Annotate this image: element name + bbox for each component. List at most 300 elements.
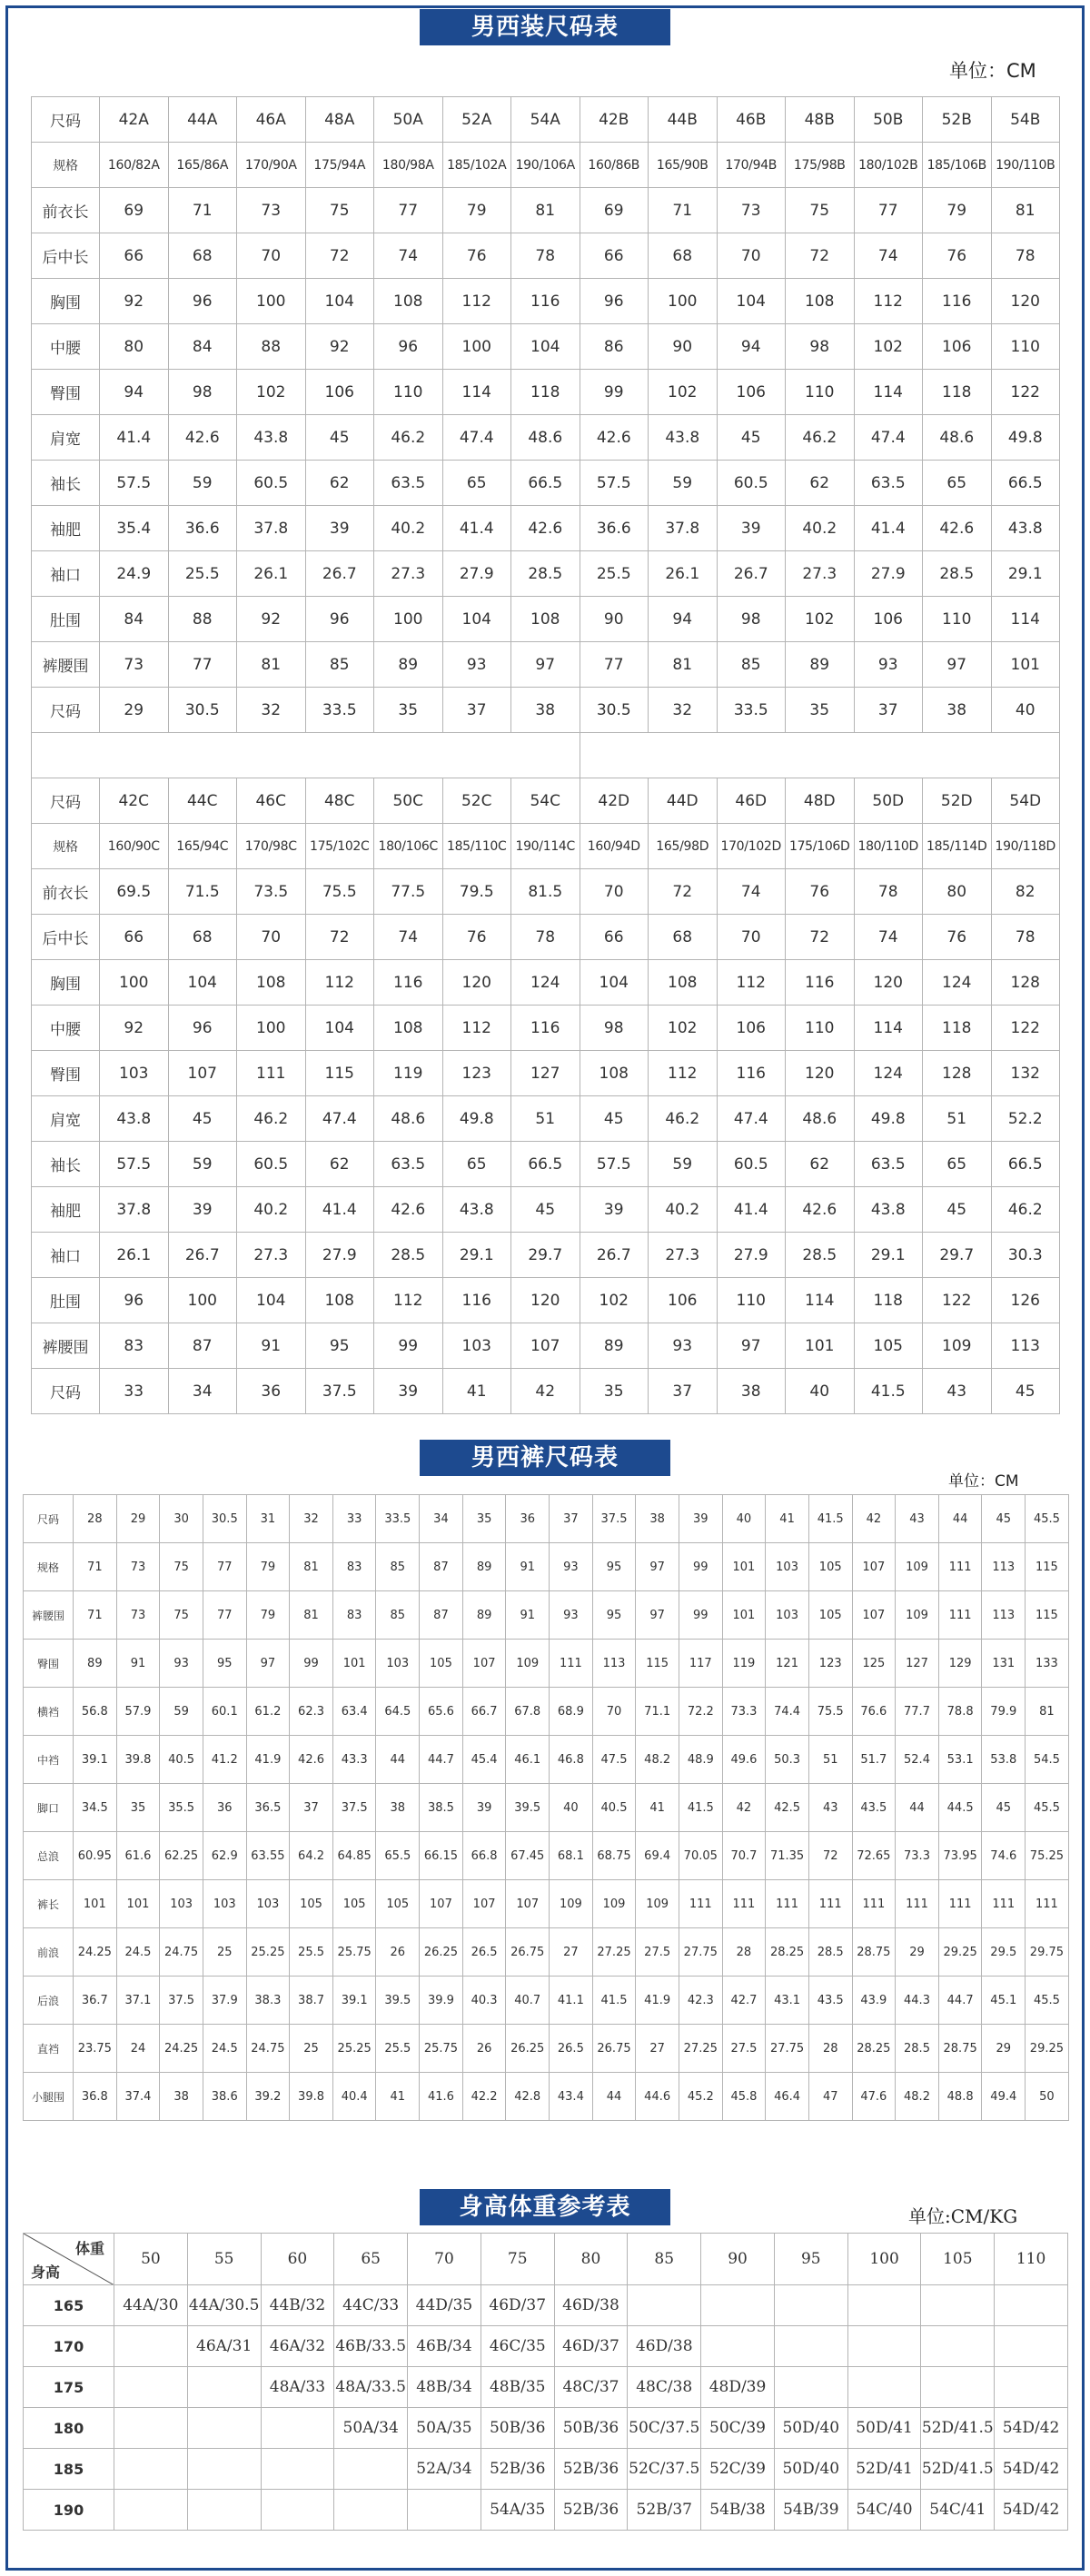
table-cell: 37.8 (237, 506, 306, 551)
row-label-cell: 后中长 (32, 233, 100, 279)
table-cell (774, 2285, 847, 2326)
table-cell: 25.5 (376, 2025, 420, 2073)
table-cell: 57.5 (580, 461, 649, 506)
table-cell (114, 2367, 188, 2408)
table-cell: 160/86B (580, 143, 649, 188)
suit-size-table (31, 96, 1060, 1414)
table-row (32, 1006, 1060, 1051)
table-header-cell: 41 (766, 1495, 809, 1543)
table-cell: 61.2 (246, 1688, 290, 1736)
table-cell: 72 (305, 233, 374, 279)
table-cell: 120 (854, 960, 923, 1006)
suit-title-banner: 男西装尺码表 (420, 9, 670, 45)
table-cell: 95 (592, 1543, 636, 1591)
table-cell: 99 (679, 1543, 722, 1591)
table-cell: 48.2 (896, 2073, 939, 2121)
table-header-cell: 44A (168, 97, 237, 143)
table-cell: 75 (160, 1591, 203, 1640)
table-cell: 43.3 (332, 1736, 376, 1784)
table-cell: 29.1 (991, 551, 1060, 597)
table-cell: 27.9 (305, 1233, 374, 1278)
table-cell: 72 (305, 915, 374, 960)
table-cell: 110 (991, 324, 1060, 370)
table-cell: 102 (786, 597, 855, 642)
table-cell: 111 (679, 1880, 722, 1928)
table-cell: 97 (923, 642, 992, 688)
table-cell: 124 (854, 1051, 923, 1096)
table-header-cell: 41.5 (808, 1495, 852, 1543)
table-cell: 73.3 (722, 1688, 766, 1736)
table-row (32, 506, 1060, 551)
table-cell: 36.7 (74, 1977, 117, 2025)
table-cell: 39.9 (420, 1977, 463, 2025)
table-cell: 76 (923, 915, 992, 960)
table-cell: 44A/30.5 (187, 2285, 261, 2326)
table-cell: 110 (374, 370, 443, 415)
table-cell: 42.6 (511, 506, 580, 551)
table-cell: 48.6 (511, 415, 580, 461)
table-cell: 111 (982, 1880, 1026, 1928)
table-cell: 36.6 (580, 506, 649, 551)
table-cell: 79 (442, 188, 511, 233)
table-cell: 89 (786, 642, 855, 688)
table-cell (187, 2449, 261, 2490)
table-cell: 78.8 (938, 1688, 982, 1736)
table-cell: 39.8 (116, 1736, 160, 1784)
table-cell: 78 (511, 233, 580, 279)
table-cell: 46.2 (649, 1096, 718, 1142)
table-cell: 50A/34 (334, 2408, 408, 2449)
table-row (32, 869, 1060, 915)
table-cell: 81 (991, 188, 1060, 233)
table-cell: 96 (374, 324, 443, 370)
table-cell: 45 (511, 1187, 580, 1233)
height-label-cell: 190 (24, 2490, 114, 2531)
table-cell: 44 (592, 2073, 636, 2121)
table-cell: 44 (896, 1784, 939, 1832)
table-cell: 81.5 (511, 869, 580, 915)
table-cell: 43.8 (237, 415, 306, 461)
table-header-cell: 尺码 (24, 1495, 74, 1543)
table-cell: 42.5 (766, 1784, 809, 1832)
table-header-cell: 52D (923, 778, 992, 824)
table-cell: 75 (305, 188, 374, 233)
table-cell: 87 (420, 1591, 463, 1640)
table-cell: 180/102B (854, 143, 923, 188)
table-row (24, 1736, 1069, 1784)
table-cell: 37 (854, 688, 923, 733)
table-row (32, 551, 1060, 597)
table-cell (114, 2326, 188, 2367)
table-row (24, 1688, 1069, 1736)
table-cell: 27.9 (717, 1233, 786, 1278)
table-cell: 38 (160, 2073, 203, 2121)
table-cell: 38 (923, 688, 992, 733)
table-cell: 112 (854, 279, 923, 324)
table-cell: 103 (160, 1880, 203, 1928)
table-row (24, 1880, 1069, 1928)
table-cell: 109 (896, 1543, 939, 1591)
table-cell: 83 (332, 1543, 376, 1591)
table-cell: 46.4 (766, 2073, 809, 2121)
table-cell: 65.6 (420, 1688, 463, 1736)
table-cell: 43.4 (550, 2073, 593, 2121)
table-cell: 81 (237, 642, 306, 688)
table-cell: 108 (237, 960, 306, 1006)
table-cell: 41 (376, 2073, 420, 2121)
table-cell: 40.2 (374, 506, 443, 551)
table-header-cell: 30.5 (203, 1495, 246, 1543)
table-cell: 180/98A (374, 143, 443, 188)
table-row (32, 915, 1060, 960)
table-cell: 100 (374, 597, 443, 642)
table-cell: 106 (305, 370, 374, 415)
table-cell: 75 (160, 1543, 203, 1591)
table-cell: 77 (203, 1543, 246, 1591)
table-cell: 36.5 (246, 1784, 290, 1832)
table-cell: 72 (808, 1832, 852, 1880)
table-cell: 85 (376, 1591, 420, 1640)
table-cell: 64.2 (290, 1832, 333, 1880)
table-cell: 43.8 (649, 415, 718, 461)
table-header-cell: 50B (854, 97, 923, 143)
table-cell: 71 (74, 1591, 117, 1640)
row-label-cell: 袖长 (32, 1142, 100, 1187)
table-cell: 104 (168, 960, 237, 1006)
table-cell: 45 (168, 1096, 237, 1142)
table-cell: 100 (237, 279, 306, 324)
table-cell: 120 (511, 1278, 580, 1323)
table-cell: 108 (305, 1278, 374, 1323)
table-cell: 28.75 (852, 1928, 896, 1977)
table-cell: 72 (786, 233, 855, 279)
table-cell: 103 (442, 1323, 511, 1369)
table-cell: 73.95 (938, 1832, 982, 1880)
row-label-cell: 胸围 (32, 279, 100, 324)
table-cell: 106 (717, 370, 786, 415)
table-cell: 24.9 (100, 551, 169, 597)
table-cell: 67.8 (506, 1688, 550, 1736)
table-cell: 73 (717, 188, 786, 233)
table-cell: 68 (649, 915, 718, 960)
row-label-cell: 臀围 (32, 370, 100, 415)
table-row (32, 960, 1060, 1006)
table-header-cell: 45.5 (1026, 1495, 1069, 1543)
table-cell: 100 (100, 960, 169, 1006)
table-cell: 28.5 (808, 1928, 852, 1977)
table-cell: 44 (376, 1736, 420, 1784)
table-cell: 107 (852, 1543, 896, 1591)
table-cell: 41.5 (854, 1369, 923, 1414)
table-header-cell: 32 (290, 1495, 333, 1543)
row-label-cell: 直裆 (24, 2025, 74, 2073)
table-cell: 109 (636, 1880, 679, 1928)
table-cell: 114 (991, 597, 1060, 642)
table-cell: 28.5 (923, 551, 992, 597)
table-row (32, 370, 1060, 415)
table-cell: 76 (442, 233, 511, 279)
table-cell (921, 2326, 995, 2367)
row-label-cell: 肚围 (32, 597, 100, 642)
table-cell: 41 (442, 1369, 511, 1414)
table-cell: 111 (766, 1880, 809, 1928)
table-cell: 26.5 (550, 2025, 593, 2073)
table-cell: 40.5 (160, 1736, 203, 1784)
row-label-cell: 后中长 (32, 915, 100, 960)
table-cell: 52D/41.5 (921, 2449, 995, 2490)
table-cell: 24.25 (160, 2025, 203, 2073)
table-cell: 123 (808, 1640, 852, 1688)
table-cell: 89 (580, 1323, 649, 1369)
table-cell: 44B/32 (261, 2285, 334, 2326)
table-cell: 100 (649, 279, 718, 324)
table-cell: 185/106B (923, 143, 992, 188)
table-cell: 75 (786, 188, 855, 233)
table-cell: 45 (580, 1096, 649, 1142)
table-cell (921, 2367, 995, 2408)
table-cell: 175/106D (786, 824, 855, 869)
table-row (32, 1051, 1060, 1096)
table-cell: 60.5 (237, 461, 306, 506)
table-cell: 52B/37 (628, 2490, 701, 2531)
table-cell (408, 2490, 481, 2531)
table-cell: 46.2 (991, 1187, 1060, 1233)
table-cell: 107 (506, 1880, 550, 1928)
table-cell: 52C/37.5 (628, 2449, 701, 2490)
table-cell: 100 (168, 1278, 237, 1323)
table-cell: 65 (442, 1142, 511, 1187)
table-cell: 88 (237, 324, 306, 370)
table-cell: 97 (717, 1323, 786, 1369)
table-cell: 74 (717, 869, 786, 915)
table-cell: 112 (717, 960, 786, 1006)
table-cell: 38 (376, 1784, 420, 1832)
table-cell: 49.8 (854, 1096, 923, 1142)
table-cell: 103 (203, 1880, 246, 1928)
table-cell: 32 (237, 688, 306, 733)
table-cell: 46.1 (506, 1736, 550, 1784)
table-cell: 77.5 (374, 869, 443, 915)
table-row (32, 279, 1060, 324)
ref-unit-label: 单位:CM/KG (908, 2205, 1018, 2227)
table-cell: 54C/41 (921, 2490, 995, 2531)
table-cell: 77 (580, 642, 649, 688)
table-cell: 29 (982, 2025, 1026, 2073)
table-row (32, 597, 1060, 642)
table-row (24, 2408, 1068, 2449)
height-label-cell: 175 (24, 2367, 114, 2408)
table-cell (334, 2449, 408, 2490)
table-cell: 103 (100, 1051, 169, 1096)
row-label-cell: 中腰 (32, 324, 100, 370)
pants-unit-label: 单位：CM (948, 1472, 1019, 1491)
table-row (32, 1323, 1060, 1369)
table-cell: 27.3 (649, 1233, 718, 1278)
weight-header-cell: 80 (554, 2234, 628, 2285)
table-cell: 79 (246, 1591, 290, 1640)
table-cell: 26.7 (580, 1233, 649, 1278)
table-row (24, 2025, 1069, 2073)
table-cell: 71 (74, 1543, 117, 1591)
table-cell: 101 (991, 642, 1060, 688)
table-cell: 107 (168, 1051, 237, 1096)
row-label-cell: 袖长 (32, 461, 100, 506)
table-cell: 190/118D (991, 824, 1060, 869)
table-header-cell: 尺码 (32, 778, 100, 824)
table-cell: 83 (100, 1323, 169, 1369)
table-cell: 104 (717, 279, 786, 324)
table-cell: 115 (1026, 1543, 1069, 1591)
table-cell: 53.1 (938, 1736, 982, 1784)
table-cell: 71.5 (168, 869, 237, 915)
table-header-cell: 39 (679, 1495, 722, 1543)
table-cell: 28 (722, 1928, 766, 1977)
table-cell: 41 (636, 1784, 679, 1832)
table-cell: 54A/35 (481, 2490, 554, 2531)
table-cell: 165/98D (649, 824, 718, 869)
table-cell: 190/110B (991, 143, 1060, 188)
table-cell: 78 (854, 869, 923, 915)
table-cell: 103 (766, 1591, 809, 1640)
table-row (24, 1928, 1069, 1977)
table-cell: 114 (442, 370, 511, 415)
table-cell: 27.3 (374, 551, 443, 597)
table-cell: 118 (854, 1278, 923, 1323)
table-cell: 42.6 (374, 1187, 443, 1233)
table-cell: 81 (511, 188, 580, 233)
table-cell: 111 (550, 1640, 593, 1688)
table-cell: 103 (766, 1543, 809, 1591)
table-cell: 26.1 (100, 1233, 169, 1278)
table-cell: 73.3 (896, 1832, 939, 1880)
table-cell: 46A/32 (261, 2326, 334, 2367)
table-cell: 118 (923, 370, 992, 415)
table-header-cell: 44C (168, 778, 237, 824)
table-cell: 48A/33 (261, 2367, 334, 2408)
table-cell: 131 (982, 1640, 1026, 1688)
table-cell: 49.4 (982, 2073, 1026, 2121)
table-cell: 96 (305, 597, 374, 642)
table-cell: 93 (160, 1640, 203, 1688)
table-cell: 77 (203, 1591, 246, 1640)
table-cell: 30.3 (991, 1233, 1060, 1278)
table-cell (701, 2326, 775, 2367)
table-header-cell: 33.5 (376, 1495, 420, 1543)
table-cell: 32 (649, 688, 718, 733)
table-cell: 41.4 (305, 1187, 374, 1233)
table-cell: 28.5 (374, 1233, 443, 1278)
table-cell: 54D/42 (995, 2449, 1068, 2490)
table-cell: 103 (376, 1640, 420, 1688)
table-cell: 109 (506, 1640, 550, 1688)
table-header-cell: 38 (636, 1495, 679, 1543)
table-cell: 29.7 (923, 1233, 992, 1278)
table-header-cell: 33 (332, 1495, 376, 1543)
table-cell: 60.5 (717, 461, 786, 506)
table-header-cell: 34 (420, 1495, 463, 1543)
table-cell: 70 (717, 233, 786, 279)
table-cell: 89 (462, 1543, 506, 1591)
table-cell: 111 (722, 1880, 766, 1928)
table-row (32, 642, 1060, 688)
row-label-cell: 袖口 (32, 1233, 100, 1278)
table-cell: 39.5 (376, 1977, 420, 2025)
table-cell: 111 (938, 1543, 982, 1591)
table-cell: 24.25 (74, 1928, 117, 1977)
row-label-cell: 前浪 (24, 1928, 74, 1977)
table-cell: 124 (511, 960, 580, 1006)
table-cell: 44C/33 (334, 2285, 408, 2326)
table-cell (334, 2490, 408, 2531)
table-cell: 95 (203, 1640, 246, 1688)
table-cell: 37.4 (116, 2073, 160, 2121)
table-cell: 40.2 (786, 506, 855, 551)
row-label-cell: 胸围 (32, 960, 100, 1006)
table-cell: 25.75 (420, 2025, 463, 2073)
table-row (32, 1187, 1060, 1233)
table-cell: 105 (376, 1880, 420, 1928)
table-header-cell: 44 (938, 1495, 982, 1543)
table-cell: 78 (991, 915, 1060, 960)
table-cell: 92 (305, 324, 374, 370)
row-label-cell: 中腰 (32, 1006, 100, 1051)
table-cell: 40.3 (462, 1977, 506, 2025)
table-row (32, 1142, 1060, 1187)
table-cell: 35.5 (160, 1784, 203, 1832)
table-cell: 96 (168, 279, 237, 324)
table-cell: 117 (679, 1640, 722, 1688)
table-cell: 73 (100, 642, 169, 688)
table-cell: 60.1 (203, 1688, 246, 1736)
table-cell: 120 (786, 1051, 855, 1096)
table-cell: 49.8 (442, 1096, 511, 1142)
table-header-cell: 48A (305, 97, 374, 143)
table-header-cell: 46D (717, 778, 786, 824)
table-cell: 116 (511, 1006, 580, 1051)
table-cell: 37.1 (116, 1977, 160, 2025)
table-cell: 44.7 (938, 1977, 982, 2025)
table-cell (995, 2326, 1068, 2367)
table-cell: 48.8 (938, 2073, 982, 2121)
table-cell: 83 (332, 1591, 376, 1640)
table-cell: 66.7 (462, 1688, 506, 1736)
table-cell: 42.6 (168, 415, 237, 461)
table-cell: 38.5 (420, 1784, 463, 1832)
table-row (24, 2073, 1069, 2121)
table-cell: 41.4 (442, 506, 511, 551)
table-cell: 76 (442, 915, 511, 960)
table-cell: 50B/36 (481, 2408, 554, 2449)
table-cell: 68 (168, 233, 237, 279)
table-cell: 74.6 (982, 1832, 1026, 1880)
table-cell: 61.6 (116, 1832, 160, 1880)
table-cell: 118 (511, 370, 580, 415)
table-cell: 42 (511, 1369, 580, 1414)
table-cell: 111 (938, 1880, 982, 1928)
table-cell: 70 (237, 915, 306, 960)
table-cell: 45.4 (462, 1736, 506, 1784)
table-cell: 112 (442, 1006, 511, 1051)
table-cell (261, 2490, 334, 2531)
table-cell: 110 (786, 1006, 855, 1051)
table-cell: 170/102D (717, 824, 786, 869)
table-cell: 26.1 (649, 551, 718, 597)
table-cell: 38.7 (290, 1977, 333, 2025)
table-cell: 68.75 (592, 1832, 636, 1880)
table-cell: 59 (160, 1688, 203, 1736)
table-cell: 90 (580, 597, 649, 642)
table-cell: 63.5 (854, 461, 923, 506)
